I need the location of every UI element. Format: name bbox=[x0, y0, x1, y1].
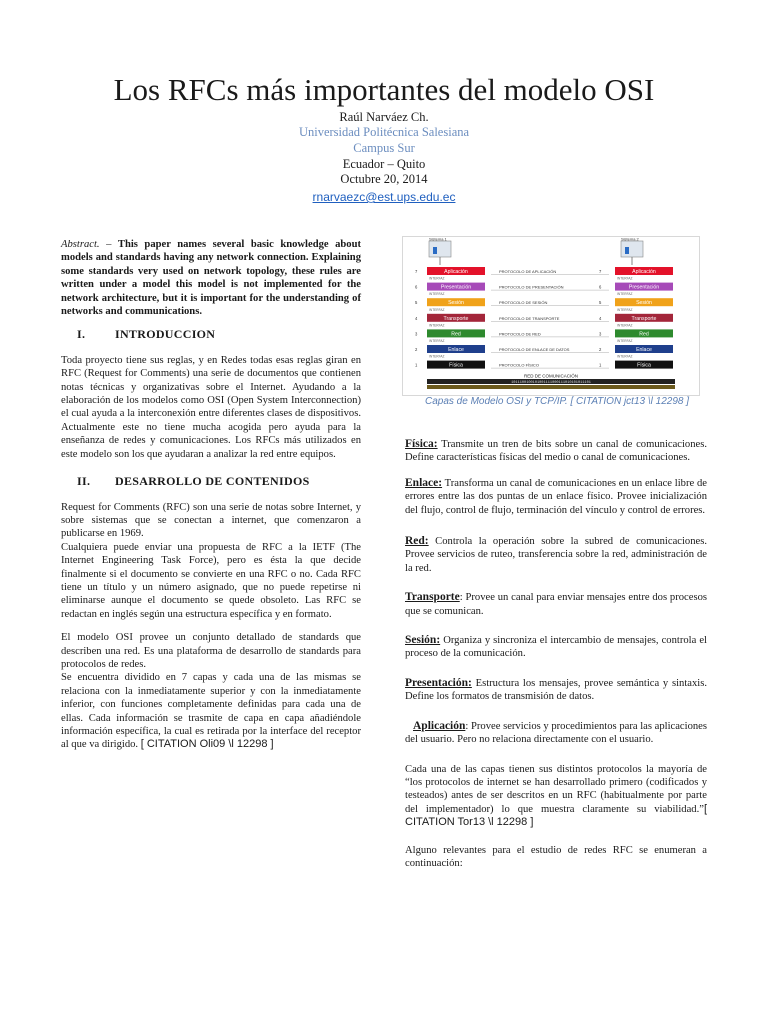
layer-name-left: Sesión bbox=[448, 300, 464, 307]
layer-number: 2 bbox=[599, 347, 602, 352]
bit-stream: 1011100100101001111000111010101011101 bbox=[511, 381, 591, 386]
osi-figure bbox=[402, 236, 700, 396]
layer-name-right: Física bbox=[637, 362, 651, 369]
layer-text: Organiza y sincroniza el intercambio de mensajes, controla el proceso de la comunicación. bbox=[405, 635, 707, 660]
layer-term: Enlace: bbox=[405, 476, 443, 489]
layer-name-left: Enlace bbox=[448, 347, 464, 353]
layer-number: 2 bbox=[415, 347, 418, 352]
interface-label: INTERFAZ bbox=[617, 307, 633, 312]
section-title: INTRODUCCION bbox=[115, 327, 216, 342]
layer-number: 7 bbox=[415, 269, 418, 274]
layer-description-enlace bbox=[405, 477, 707, 517]
layer-protocol: PROTOCOLO DE SESIÓN bbox=[499, 300, 548, 306]
layer-number: 3 bbox=[415, 331, 418, 337]
interface-label: INTERFAZ bbox=[429, 339, 445, 343]
layer-name-right: Red bbox=[639, 331, 649, 338]
body-paragraph: Request for Comments (RFC) son una serie de notas sobre Internet, y sobre sistemas que se conectan a internet, que comenzaron a publicarse en 1969. bbox=[61, 501, 361, 540]
abstract-text: This paper names several basic knowledge about models and standards having any network connection. Explaining some standards very used on network topology, these rules are written under a model this model is not implemented for the network architecture, but it is important for the understanding of networks and communications. bbox=[61, 239, 361, 318]
layer-description-fisica bbox=[405, 438, 707, 465]
citation: [ CITATION Tor13 \l 12298 ] bbox=[405, 802, 707, 829]
interface-label: INTERFAZ bbox=[617, 292, 633, 297]
location: Ecuador – Quito bbox=[342, 157, 426, 171]
layer-name-left: Física bbox=[449, 362, 463, 369]
email-link[interactable]: rnarvaezc@est.ups.edu.ec bbox=[312, 190, 456, 204]
layer-text: : Provee un canal para enviar mensajes entre dos procesos que se comunican. bbox=[405, 592, 707, 617]
layer-number: 4 bbox=[599, 315, 602, 321]
section-number: I. bbox=[77, 327, 86, 342]
layer-number: 7 bbox=[599, 269, 602, 274]
layer-number: 3 bbox=[599, 331, 602, 337]
layer-term: Física: bbox=[405, 438, 438, 450]
layer-name-left: Transporte bbox=[443, 315, 469, 322]
layer-name-left: Aplicación bbox=[444, 269, 468, 275]
interface-label: INTERFAZ bbox=[617, 339, 633, 343]
abstract-label: Abstract. bbox=[61, 239, 100, 250]
layer-name-left: Presentación bbox=[440, 284, 472, 291]
interface-label: INTERFAZ bbox=[429, 276, 445, 281]
osi-layers-diagram bbox=[403, 237, 699, 395]
layer-term: Transporte bbox=[405, 591, 460, 604]
interface-label: INTERFAZ bbox=[617, 276, 633, 281]
computer-right-icon bbox=[621, 241, 643, 257]
final-paragraph: Alguno relevantes para el estudio de redes RFC se enumeran a continuación: bbox=[405, 844, 707, 869]
layer-number: 6 bbox=[415, 284, 418, 290]
layer-text: : Provee servicios y procedimientos para las aplicaciones del usuario. Pero no relaciona directamente con el usuario. bbox=[405, 720, 707, 746]
layer-number: 5 bbox=[599, 300, 602, 306]
layer-protocol: PROTOCOLO DE RED bbox=[499, 331, 541, 337]
date: Octubre 20, 2014 bbox=[340, 172, 428, 186]
layer-name-right: Enlace bbox=[636, 347, 652, 353]
section-heading-2 bbox=[61, 475, 361, 488]
layer-description-red bbox=[405, 535, 707, 575]
citation: [ CITATION Oli09 \l 12298 ] bbox=[140, 738, 274, 751]
interface-label: INTERFAZ bbox=[429, 323, 445, 328]
paper-title: Los RFCs más importantes del modelo OSI bbox=[113, 72, 655, 107]
layer-text: Estructura los mensajes, provee semántica y sintaxis. Define los formatos de transmisión de datos. bbox=[405, 677, 707, 703]
interface-label: INTERFAZ bbox=[617, 323, 633, 328]
interface-label: INTERFAZ bbox=[429, 354, 445, 359]
host-left-label: Sistema 1 bbox=[429, 237, 447, 242]
author-name: Raúl Narváez Ch. bbox=[339, 110, 429, 124]
medium-label: RED DE COMUNICACIÓN bbox=[523, 373, 579, 379]
figure-caption: Capas de Modelo OSI y TCP/IP. [ CITATION jct13 \l 12298 ] bbox=[425, 396, 689, 407]
body-paragraph: El modelo OSI provee un conjunto detallado de standards que describen una red. Es una plataforma de desarrollo de standards para protocolos de redes. bbox=[61, 632, 361, 670]
layer-term: Presentación: bbox=[405, 676, 472, 689]
layer-protocol: PROTOCOLO FÍSICO bbox=[499, 362, 539, 368]
body-paragraph: Cualquiera puede enviar una propuesta de RFC a la IETF (The Internet Engineering Task Force), pero es ésta la que decide finalmente si el documento se convierte en una RFC o no. Cada RFC tiene un título y un número asignado, que no puede repetirse ni eliminarse aunque el documento se quede obsoleto. Las RFC se redactan en inglés según una estructura específica y en formato. bbox=[61, 541, 361, 620]
interface-label: INTERFAZ bbox=[429, 307, 445, 312]
section-number: II. bbox=[77, 474, 91, 489]
interface-label: INTERFAZ bbox=[429, 292, 445, 297]
body-text: Se encuentra dividido en 7 capas y cada una de las mismas se relaciona con la inmediatamente superior y con la inmediatamente inferior, con funciones completamente definidas para cada una de ellas. Cada información se trasmite de capa en capa añadiéndole información específica, la cual es retirada por la interface del receptor al que va dirigido. bbox=[61, 672, 361, 751]
closing-text: Cada una de las capas tienen sus distintos protocolos la mayoría de “los protocolos de internet se han desarrollado primero (codificados y testeados) antes de ser descritos en un RFC (habitualmente por parte del implementador) lo que muestra claramente su viabilidad.” bbox=[405, 763, 707, 815]
layer-name-left: Red bbox=[451, 331, 461, 338]
layer-term: Red: bbox=[405, 535, 429, 548]
layer-description-aplicacion bbox=[405, 720, 707, 747]
layer-number: 1 bbox=[415, 362, 418, 368]
layer-term: Aplicación bbox=[413, 719, 466, 732]
section-heading-1 bbox=[61, 328, 361, 341]
layer-text: Transmite un tren de bits sobre un canal de comunicaciones. Define características físicas del medio o canal de comunicaciones. bbox=[405, 439, 707, 464]
layer-protocol: PROTOCOLO DE ENLACE DE DATOS bbox=[499, 347, 570, 352]
section-title: DESARROLLO DE CONTENIDOS bbox=[115, 474, 310, 489]
abstract-dash: – bbox=[99, 239, 118, 250]
campus: Campus Sur bbox=[353, 141, 415, 155]
right-column bbox=[405, 438, 707, 870]
layer-protocol: PROTOCOLO DE TRANSPORTE bbox=[499, 315, 560, 321]
interface-label: INTERFAZ bbox=[617, 354, 633, 359]
layer-name-right: Aplicación bbox=[632, 269, 656, 275]
layer-term: Sesión: bbox=[405, 634, 441, 647]
layer-description-transporte bbox=[405, 591, 707, 618]
abstract bbox=[61, 238, 361, 318]
computer-left-icon bbox=[429, 241, 451, 257]
body-paragraph bbox=[61, 671, 361, 751]
layer-number: 4 bbox=[415, 315, 418, 321]
layer-protocol: PROTOCOLO DE PRESENTACIÓN bbox=[499, 284, 564, 290]
layer-text: Controla la operación sobre la subred de comunicaciones. Provee servicios de ruteo, transferencia sobre la red, administración de la red. bbox=[405, 536, 707, 574]
affiliation: Universidad Politécnica Salesiana bbox=[298, 125, 470, 139]
closing-paragraph bbox=[405, 763, 707, 830]
layer-name-right: Sesión bbox=[636, 300, 652, 307]
layer-text: Transforma un canal de comunicaciones en un enlace libre de errores entre las dos puntas de un enlace físico. Provee inicialización del flujo, control de flujo, terminación del vínculo y control de errores. bbox=[405, 477, 707, 516]
intro-paragraph: Toda proyecto tiene sus reglas, y en Redes todas esas reglas giran en RFC (Request for Comments) una serie de documentos que contienen notas técnicas y organizativas sobre el Internet. Ayudando a la elaboración de los modelos como OSI (Open System Interconnection) el cual ayuda a la interconexión entre diferentes clases de dispositivos. Actualmente este no tiene mucha acogida pero ayuda para la enseñanza de redes y comunicaciones. Los RFCs más utilizados en este modelo son los que ayudaran a analizar la red entre equipos. bbox=[61, 354, 361, 460]
layer-number: 6 bbox=[599, 284, 602, 290]
host-right-label: Sistema 2 bbox=[621, 237, 639, 242]
left-column bbox=[61, 238, 361, 752]
layer-name-right: Presentación bbox=[628, 284, 660, 291]
layer-number: 1 bbox=[599, 362, 602, 368]
layer-protocol: PROTOCOLO DE APLICACIÓN bbox=[499, 269, 557, 274]
layer-name-right: Transporte bbox=[631, 315, 657, 322]
layer-description-presentacion bbox=[405, 677, 707, 704]
layer-description-sesion bbox=[405, 634, 707, 661]
layer-number: 5 bbox=[415, 300, 418, 306]
